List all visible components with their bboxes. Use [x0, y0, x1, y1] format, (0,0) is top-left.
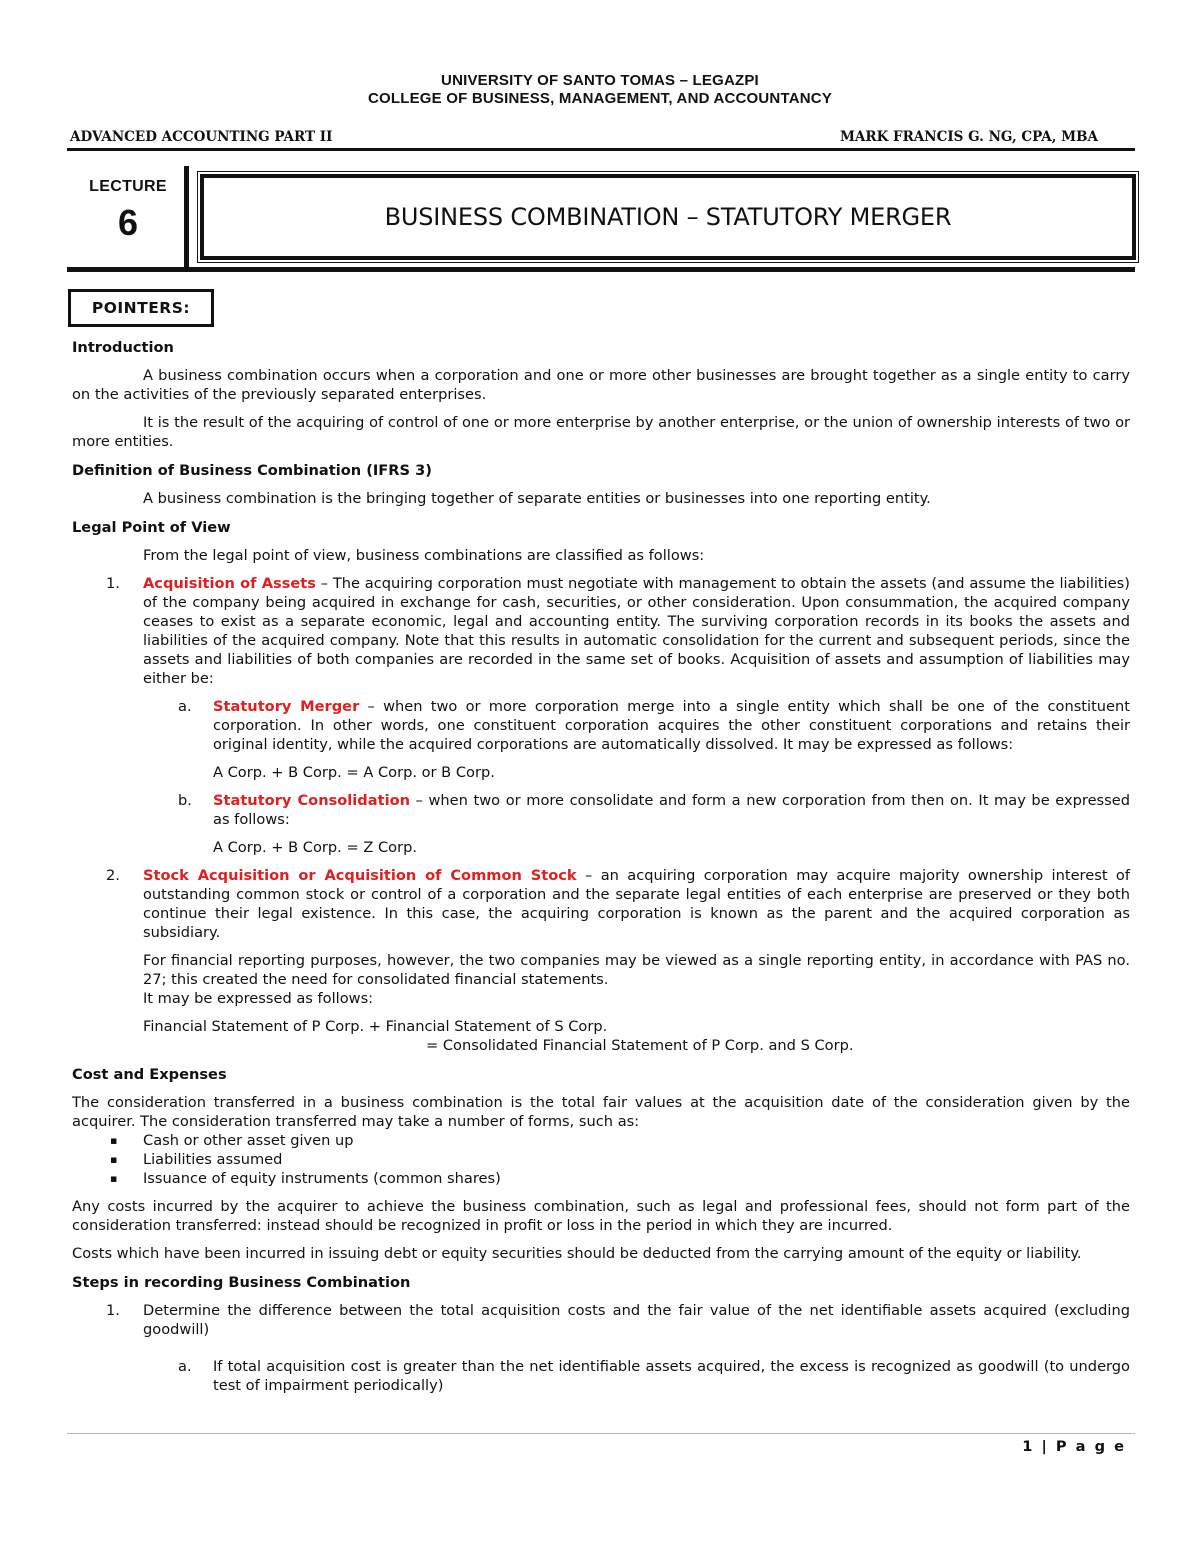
term-acquisition-of-assets: Acquisition of Assets: [143, 575, 316, 592]
statutory-consolidation-text: – when two or more consolidate and form a new corporation from then on. It may be expressed as follows:: [213, 792, 1130, 828]
list-letter: b.: [178, 792, 192, 809]
lecture-title: BUSINESS COMBINATION – STATUTORY MERGER: [384, 203, 952, 231]
bullet-icon: ▪: [110, 1134, 118, 1147]
instructor-name: MARK FRANCIS G. NG, CPA, MBA: [839, 129, 1098, 145]
list-number: 1.: [106, 575, 120, 592]
intro-paragraph-2: It is the result of the acquiring of control of one or more enterprise by another enterprise, or the union of ownership interests of two or more entities.: [72, 414, 1130, 450]
list-item: [72, 697, 1130, 754]
stock-acquisition-paragraph-2: For financial reporting purposes, however, the two companies may be viewed as a single reporting entity, in accordance with PAS no. 27; this created the need for consolidated financial statements.: [143, 952, 1130, 988]
footer-rule: [67, 1433, 1135, 1434]
bullet-text: Cash or other asset given up: [143, 1132, 354, 1149]
consolidated-equation-line-1: Financial Statement of P Corp. + Financial Statement of S Corp.: [143, 1018, 608, 1035]
legal-heading: Legal Point of View: [72, 519, 231, 536]
page-number: 1 | P a g e: [1022, 1438, 1126, 1455]
definition-paragraph: A business combination is the bringing together of separate entities or businesses into one reporting entity.: [143, 490, 931, 507]
list-item: [72, 1169, 1130, 1188]
definition-heading: Definition of Business Combination (IFRS 3): [72, 462, 432, 479]
list-item: [72, 1131, 1130, 1150]
list-item: [72, 574, 1130, 688]
step-1a-text: If total acquisition cost is greater than the net identifiable assets acquired, the excess is recognized as goodwill (to undergo test of impairment periodically): [213, 1358, 1130, 1394]
cost-heading: Cost and Expenses: [72, 1066, 227, 1083]
lecture-number: 6: [117, 202, 139, 243]
university-name: UNIVERSITY OF SANTO TOMAS – LEGAZPI: [441, 72, 759, 89]
legal-intro: From the legal point of view, business combinations are classified as follows:: [143, 547, 705, 564]
list-item: [72, 1301, 1130, 1339]
lecture-label: LECTURE: [89, 178, 167, 195]
merger-formula: A Corp. + B Corp. = A Corp. or B Corp.: [213, 764, 495, 781]
term-stock-acquisition: Stock Acquisition or Acquisition of Common Stock: [143, 867, 577, 884]
cost-paragraph-3: Costs which have been incurred in issuing debt or equity securities should be deducted from the carrying amount of the equity or liability.: [72, 1245, 1082, 1262]
bullet-text: Liabilities assumed: [143, 1151, 283, 1168]
list-item: [72, 1357, 1130, 1395]
intro-paragraph-1: A business combination occurs when a corporation and one or more other businesses are brought together as a single entity to carry on the activities of the previously separated enterprises.: [72, 367, 1130, 403]
consolidation-formula: A Corp. + B Corp. = Z Corp.: [213, 839, 417, 856]
title-rule: [67, 267, 1135, 272]
list-item: [72, 791, 1130, 829]
list-item: [72, 866, 1130, 942]
list-number: 2.: [106, 867, 120, 884]
list-number: 1.: [106, 1302, 120, 1319]
acquisition-of-assets-text: – The acquiring corporation must negotiate with management to obtain the assets (and assume the liabilities) of the company being acquired in exchange for cash, securities, or other consideration. Upon consummation, the acquired company ceases to exist as a separate economic, legal and accounting entity. The surviving corporation records in its books the assets and liabilities of the acquired company. Note that this results in automatic consolidation for the current and subsequent periods, since the assets and liabilities of both companies are recorded in the same set of books. Acquisition of assets and assumption of liabilities may either be:: [143, 575, 1130, 687]
cost-paragraph-2: Any costs incurred by the acquirer to achieve the business combination, such as legal and professional fees, should not form part of the consideration transferred: instead should be recognized in profit or loss in the period in which they are incurred.: [72, 1198, 1130, 1234]
cost-paragraph-1: The consideration transferred in a business combination is the total fair values at the acquisition date of the consideration given by the acquirer. The consideration transferred may take a number of forms, such as:: [72, 1094, 1130, 1130]
list-letter: a.: [178, 698, 192, 715]
header-rule: [67, 148, 1135, 151]
main-content: [72, 338, 1130, 1395]
course-name: ADVANCED ACCOUNTING PART II: [70, 129, 333, 145]
bullet-icon: ▪: [110, 1172, 118, 1185]
bullet-icon: ▪: [110, 1153, 118, 1166]
list-item: [72, 1150, 1130, 1169]
stock-acquisition-text: – an acquiring corporation may acquire majority ownership interest of outstanding common stock or control of a corporation and the separate legal entities of each enterprise are preserved or they both continue their legal existence. In this case, the acquiring corporation is known as the parent and the acquired corporation as subsidiary.: [143, 867, 1130, 941]
list-letter: a.: [178, 1358, 192, 1375]
college-name: COLLEGE OF BUSINESS, MANAGEMENT, AND ACCOUNTANCY: [367, 90, 833, 107]
stock-acquisition-paragraph-3: It may be expressed as follows:: [143, 990, 374, 1007]
title-box: [200, 174, 1136, 260]
consolidated-equation-line-2: = Consolidated Financial Statement of P Corp. and S Corp.: [426, 1037, 854, 1054]
intro-heading: Introduction: [72, 339, 174, 356]
lecture-divider: [184, 166, 189, 270]
step-1-text: Determine the difference between the total acquisition costs and the fair value of the net identifiable assets acquired (excluding goodwill): [143, 1302, 1130, 1338]
bullet-text: Issuance of equity instruments (common shares): [143, 1170, 501, 1187]
steps-heading: Steps in recording Business Combination: [72, 1274, 411, 1291]
term-statutory-merger: Statutory Merger: [213, 698, 360, 715]
term-statutory-consolidation: Statutory Consolidation: [213, 792, 410, 809]
pointers-label: POINTERS:: [68, 289, 214, 327]
statutory-merger-text: – when two or more corporation merge into a single entity which shall be one of the constituent corporation. In other words, one constituent corporation acquires the other constituent corporations and retains their original identity, while the acquired corporations are automatically dissolved. It may be expressed as follows:: [213, 698, 1130, 753]
